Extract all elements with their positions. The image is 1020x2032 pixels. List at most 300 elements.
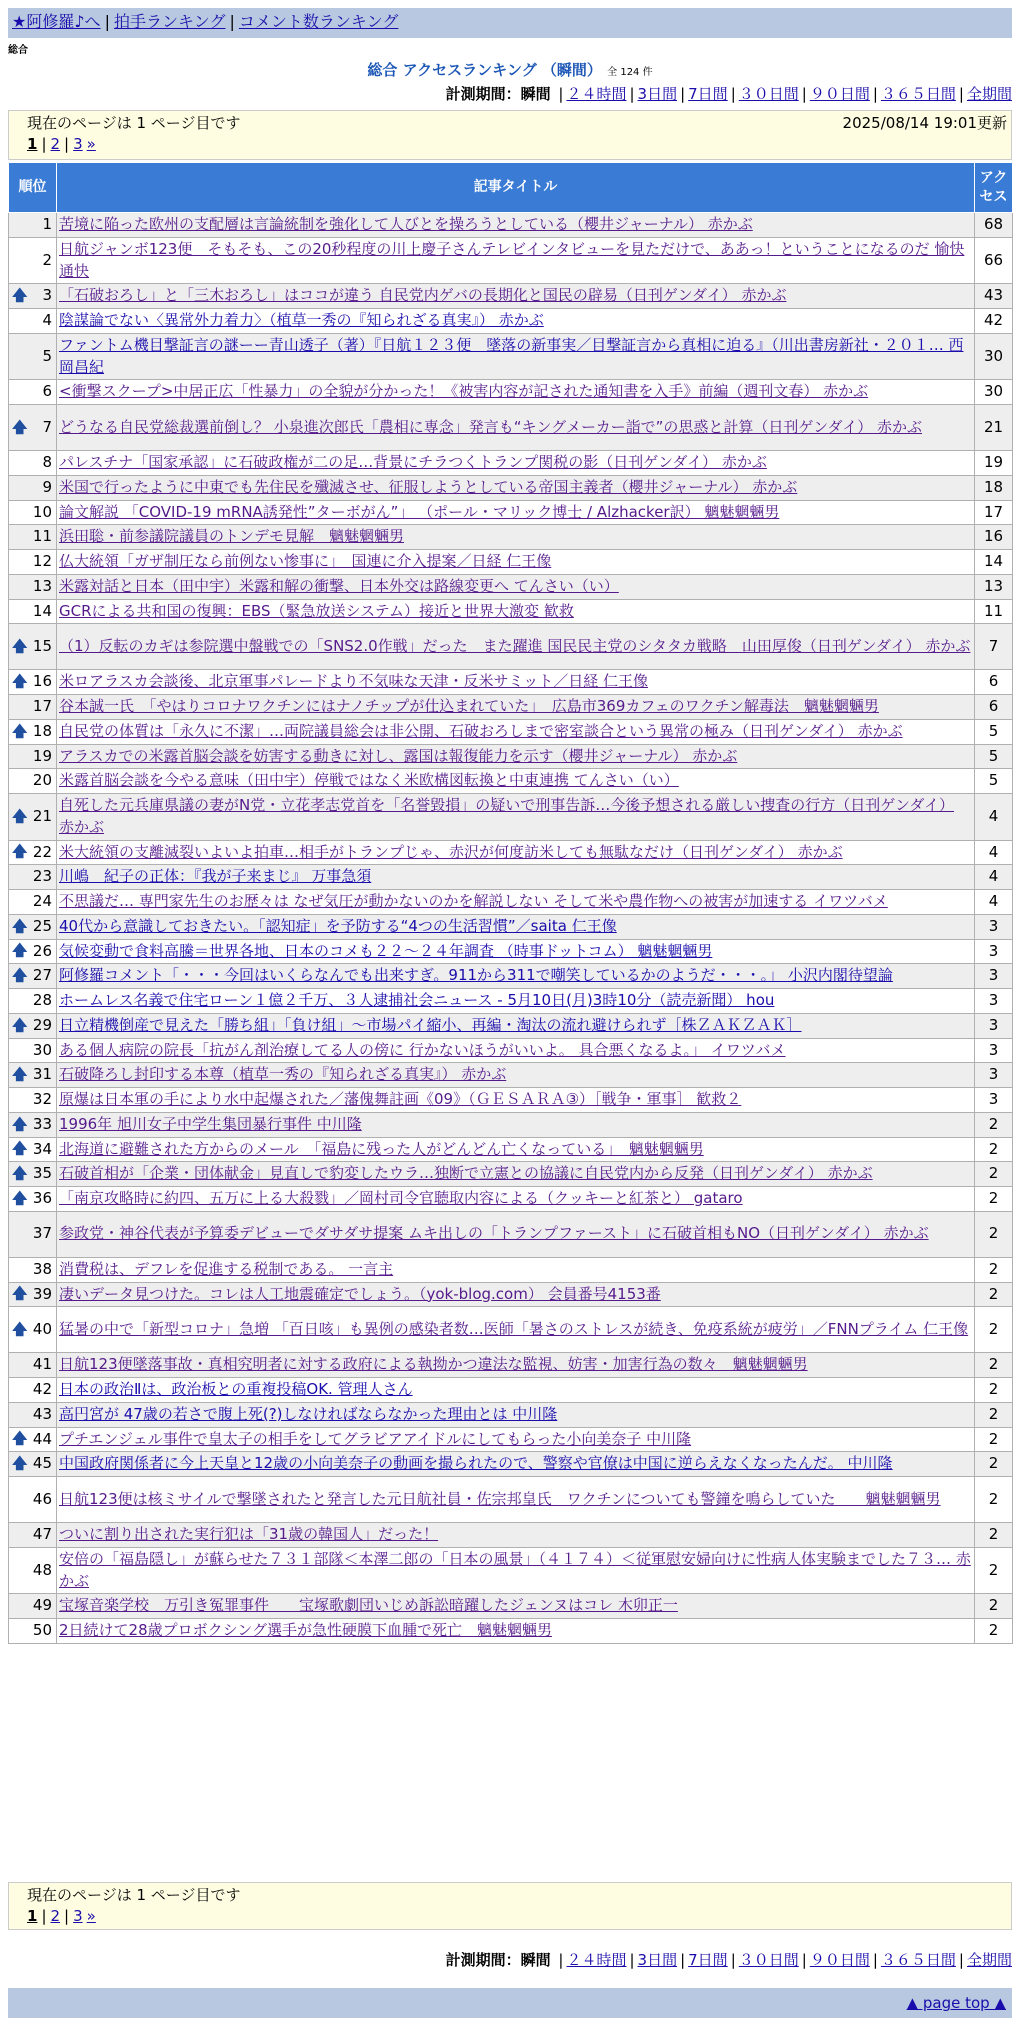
article-link[interactable]: 日航123便墜落事故・真相究明者に対する政府による執拗かつ違法な監視、妨害・加害行為の数々 魑魅魍魎男 [59, 1355, 808, 1374]
table-row [9, 1427, 1013, 1452]
access-count: 68 [975, 213, 1013, 238]
rank-number: 32 [32, 1090, 52, 1108]
period-link[interactable]: 3日間 [637, 85, 678, 103]
table-row [9, 719, 1013, 744]
article-link[interactable]: 川嶋 紀子の正体：『我が子来まじ』 万事急須 [59, 867, 372, 886]
title-cell [57, 1282, 975, 1307]
ranking-table [8, 162, 1013, 1644]
rank-number: 13 [32, 576, 52, 595]
article-link[interactable]: 「石破おろし」と「三木おろし」はココが違う 自民党内ゲバの長期化と国民の辟易（日刊ゲンダイ） 赤かぶ [59, 286, 787, 305]
access-count: 2 [975, 1353, 1013, 1378]
access-count: 4 [975, 865, 1013, 890]
rank-number: 49 [32, 1596, 52, 1615]
rank-number: 11 [32, 527, 52, 546]
access-count: 3 [975, 1038, 1013, 1063]
period-label: 計測期間： [445, 1951, 521, 1969]
access-count: 6 [975, 670, 1013, 695]
rank-cell [9, 840, 57, 865]
title-cell [57, 1257, 975, 1282]
article-link[interactable]: 仏大統領「ガザ制圧なら前例ない惨事に」 国連に介入提案／日経 仁王像 [59, 552, 552, 570]
table-row [9, 1307, 1013, 1353]
access-count: 4 [975, 840, 1013, 865]
rank-cell [9, 1088, 57, 1113]
title-cell [57, 1137, 975, 1162]
rank-cell [9, 1063, 57, 1088]
table-row [9, 405, 1013, 451]
next-page-link[interactable]: » [86, 1907, 96, 1925]
article-link[interactable]: 石破降ろし封印する本尊（植草一秀の『知られざる真実』） 赤かぶ [59, 1065, 507, 1084]
access-count: 3 [975, 914, 1013, 939]
table-row [9, 744, 1013, 769]
title-cell [57, 1112, 975, 1137]
title-cell [57, 794, 975, 841]
title-cell [57, 939, 975, 964]
rank-up-icon: 🡅 [12, 721, 28, 740]
period-link[interactable]: 全期間 [966, 1951, 1012, 1969]
rank-cell [9, 475, 57, 500]
article-link[interactable]: GCRによる共和国の復興：EBS（緊急放送システム）接近と世界大激変 歓救 [59, 601, 574, 620]
title-cell [57, 865, 975, 890]
table-row [9, 695, 1013, 720]
rank-number: 2 [42, 250, 52, 269]
title-text: 総合 アクセスランキング （瞬間） [367, 61, 602, 79]
table-row [9, 1402, 1013, 1427]
period-link[interactable]: ２４時間 [566, 1951, 627, 1969]
period-link[interactable]: ２４時間 [566, 85, 627, 103]
table-row [9, 475, 1013, 500]
title-cell [57, 840, 975, 865]
rank-up-icon: 🡅 [12, 1454, 28, 1473]
rank-cell [9, 914, 57, 939]
period-separator: | [872, 85, 878, 103]
updated-timestamp: 2025/08/14 19:01更新 [842, 114, 1007, 132]
title-cell [57, 769, 975, 794]
access-count: 30 [975, 333, 1013, 380]
current-page: 1 [27, 135, 38, 153]
article-link[interactable]: 自死した元兵庫県議の妻がN党・立花孝志党首を「名誉毀損」の疑いで刑事告訴…今後予想される厳しい捜査の行方（日刊ゲンダイ） 赤かぶ [59, 796, 955, 836]
article-link[interactable]: 米露首脳会談を今やる意味（田中宇）停戦ではなく米欧構図転換と中東連携 てんさい（い） [59, 771, 679, 790]
access-count: 19 [975, 451, 1013, 476]
title-cell [57, 213, 975, 238]
rank-number: 5 [42, 346, 52, 365]
title-cell [57, 1187, 975, 1212]
rank-number: 40 [32, 1319, 52, 1338]
table-row [9, 599, 1013, 624]
title-cell [57, 1619, 975, 1644]
title-cell [57, 744, 975, 769]
rank-number: 42 [32, 1380, 52, 1398]
total-count: 全 124 件 [607, 67, 653, 78]
period-link[interactable]: ９０日間 [809, 85, 870, 103]
table-row [9, 1619, 1013, 1644]
rank-cell [9, 284, 57, 309]
rank-number: 46 [32, 1489, 52, 1508]
rank-up-icon: 🡅 [12, 417, 28, 436]
page-link-2[interactable]: 2 [50, 1907, 61, 1925]
table-row [9, 865, 1013, 890]
article-link[interactable]: 阿修羅コメント「・・・今回はいくらなんでも出来すぎ。911から311で嘲笑しているかのようだ・・・。」 小沢内閣待望論 [59, 966, 893, 985]
title-cell [57, 1523, 975, 1548]
rank-cell [9, 1523, 57, 1548]
rank-number: 35 [32, 1164, 52, 1183]
article-link[interactable]: 中国政府関係者に今上天皇と12歳の小向美奈子の動画を撮られたので、警察や官僚は中国に逆らえなくなったんだ。 中川隆 [59, 1454, 893, 1473]
access-count: 2 [975, 1452, 1013, 1477]
next-page-link[interactable]: » [86, 135, 96, 153]
access-count: 2 [975, 1307, 1013, 1353]
access-count: 11 [975, 599, 1013, 624]
rank-cell [9, 1594, 57, 1619]
rank-number: 25 [32, 916, 52, 935]
access-count: 13 [975, 574, 1013, 599]
rank-cell [9, 1452, 57, 1477]
article-link[interactable]: 自民党の体質は「永久に不潔」…両院議員総会は非公開、石破おろしまで密室談合という異常の極み（日刊ゲンダイ） 赤かぶ [59, 721, 903, 740]
period-link[interactable]: ３６５日間 [880, 85, 956, 103]
period-label: 計測期間： [445, 85, 521, 103]
home-link[interactable]: ★阿修羅♪へ [12, 12, 101, 31]
title-cell [57, 405, 975, 451]
article-link[interactable]: 米露対話と日本（田中宇）米露和解の衝撃、日本外交は路線変更へ てんさい（い） [59, 576, 619, 595]
rank-number: 18 [32, 721, 52, 740]
table-row [9, 794, 1013, 841]
table-row [9, 525, 1013, 550]
article-link[interactable]: <衝撃スクープ>中居正広「性暴力」の全貌が分かった！《被害内容が記された通知書を入手》前編（週刊文春） 赤かぶ [59, 382, 869, 401]
title-cell [57, 989, 975, 1014]
article-link[interactable]: プチエンジェル事件で皇太子の相手をしてグラビアアイドルにしてもらった小向美奈子 中川隆 [59, 1429, 692, 1448]
access-count: 4 [975, 890, 1013, 915]
period-separator: | [558, 85, 564, 103]
title-cell [57, 1013, 975, 1038]
rank-cell [9, 237, 57, 284]
rank-up-icon: 🡅 [12, 842, 28, 861]
rank-number: 6 [42, 382, 52, 401]
access-count: 43 [975, 284, 1013, 309]
access-count: 2 [975, 1547, 1013, 1594]
title-cell [57, 500, 975, 525]
article-link[interactable]: 陰謀論でない〈異常外力着力〉（植草一秀の『知られざる真実』） 赤かぶ [59, 311, 544, 329]
title-cell [57, 380, 975, 405]
article-link[interactable]: 北海道に避難された方からのメール 「福島に残った人がどんどん亡くなっている」 魑魅魍魎男 [59, 1139, 704, 1158]
article-link[interactable]: 浜田聡・前参議院議員のトンデモ見解 魑魅魍魎男 [59, 527, 405, 546]
title-cell [57, 550, 975, 575]
article-link[interactable]: 米ロアラスカ会談後、北京軍事パレードより不気味な天津・反米サミット／日経 仁王像 [59, 672, 649, 691]
article-link[interactable]: ホームレス名義で住宅ローン１億２千万、３人逮捕社会ニュース - 5月10日(月)3時10分（読売新聞） hou [59, 991, 775, 1009]
period-separator: | [872, 1951, 878, 1969]
table-row [9, 1547, 1013, 1594]
table-row [9, 1187, 1013, 1212]
rank-number: 17 [32, 697, 52, 715]
title-cell [57, 333, 975, 380]
period-separator: | [801, 1951, 807, 1969]
rank-cell [9, 1402, 57, 1427]
article-link[interactable]: 不思議だ… 専門家先生のお歴々は なぜ気圧が動かないのかを解説しない そして米や農作物への被害が加速する イワツバメ [59, 892, 888, 910]
page-link-3[interactable]: 3 [73, 135, 83, 153]
access-count: 2 [975, 1211, 1013, 1257]
article-link[interactable]: ついに割り出された実行犯は「31歳の韓国人」だった！ [59, 1525, 439, 1543]
rank-up-icon: 🡅 [12, 286, 28, 305]
rank-cell [9, 451, 57, 476]
article-link[interactable]: 安倍の「福島隠し」が蘇らせた７３１部隊＜本澤二郎の「日本の風景」（４１７４）＜従軍慰安婦向けに性病人体実験までした７３… 赤かぶ [59, 1549, 971, 1590]
title-cell [57, 309, 975, 334]
table-row [9, 1038, 1013, 1063]
article-link[interactable]: 消費税は、デフレを促進する税制である。 一言主 [59, 1259, 394, 1278]
article-link[interactable]: 原爆は日本軍の手により水中起爆された／藩傀舞註画《09》（ＧＥＳＡＲＡ③）［戦争・軍事］ 歓救２ [59, 1090, 742, 1108]
rank-number: 15 [32, 636, 52, 655]
access-count: 16 [975, 525, 1013, 550]
article-link[interactable]: アラスカでの米露首脳会談を妨害する動きに対し、露国は報復能力を示す（櫻井ジャーナル） 赤かぶ [59, 746, 738, 765]
period-link[interactable]: 7日間 [688, 85, 728, 103]
title-cell [57, 914, 975, 939]
access-count: 66 [975, 237, 1013, 284]
title-cell [57, 1038, 975, 1063]
rank-number: 30 [32, 1040, 52, 1059]
title-cell [57, 475, 975, 500]
rank-cell [9, 1162, 57, 1187]
rank-cell [9, 500, 57, 525]
access-count: 3 [975, 964, 1013, 989]
rank-cell [9, 1112, 57, 1137]
article-link[interactable]: 気候変動で食料高騰＝世界各地、日本のコメも２２～２４年調査 （時事ドットコム） 魑魅魍魎男 [59, 941, 713, 960]
article-link[interactable]: 「南京攻略時に約四、五万に上る大殺戮」／岡村司令官聴取内容による（クッキーと紅茶と） gataro [59, 1189, 743, 1207]
title-cell [57, 284, 975, 309]
rank-cell [9, 624, 57, 670]
access-count: 42 [975, 309, 1013, 334]
access-count: 21 [975, 405, 1013, 451]
table-row [9, 1013, 1013, 1038]
rank-cell [9, 1137, 57, 1162]
page-links: 1 | 2 | 3 » [27, 135, 96, 153]
rank-up-icon: 🡅 [12, 1164, 28, 1183]
rank-cell [9, 599, 57, 624]
rank-number: 21 [32, 806, 52, 825]
title-cell [57, 451, 975, 476]
table-row [9, 989, 1013, 1014]
access-count: 2 [975, 1523, 1013, 1548]
article-link[interactable]: 谷本誠一氏 「やはりコロナワクチンにはナノチップが仕込まれていた」 広島市369カフェのワクチン解毒法 魑魅魍魎男 [59, 697, 879, 715]
title-cell [57, 1477, 975, 1523]
table-row [9, 213, 1013, 238]
access-count: 2 [975, 1402, 1013, 1427]
period-separator: | [629, 85, 635, 103]
rank-up-icon: 🡅 [12, 1284, 28, 1303]
access-count: 3 [975, 989, 1013, 1014]
article-link[interactable]: 米国で行ったように中東でも先住民を殲滅させ、征服しようとしている帝国主義者（櫻井ジャーナル） 赤かぶ [59, 477, 798, 496]
table-row [9, 1137, 1013, 1162]
rank-number: 38 [32, 1259, 52, 1278]
table-row [9, 1594, 1013, 1619]
rank-number: 9 [42, 477, 52, 496]
article-link[interactable]: 猛暑の中で「新型コロナ」急増 「百日咳」も異例の感染者数…医師「暑さのストレスが続き、免疫系統が疲労」／FNNプライム 仁王像 [59, 1319, 969, 1338]
article-link[interactable]: 日本の政治Ⅱは、政治板との重複投稿OK. 管理人さん [59, 1380, 413, 1398]
period-separator: | [680, 1951, 686, 1969]
table-row [9, 550, 1013, 575]
article-link[interactable]: 40代から意識しておきたい。「認知症」を予防する“4つの生活習慣”／saita 仁王像 [59, 916, 617, 935]
access-count: 2 [975, 1378, 1013, 1403]
title-cell [57, 890, 975, 915]
rank-up-icon: 🡅 [12, 1139, 28, 1158]
page-title [0, 60, 1020, 81]
rank-number: 27 [32, 966, 52, 985]
rank-cell [9, 695, 57, 720]
access-count: 2 [975, 1187, 1013, 1212]
rank-cell [9, 794, 57, 841]
table-row [9, 237, 1013, 284]
table-row [9, 1378, 1013, 1403]
article-link[interactable]: 米大統領の支離滅裂いよいよ拍車…相手がトランプじゃ、赤沢が何度訪米しても無駄なだけ（日刊ゲンダイ） 赤かぶ [59, 842, 843, 861]
rank-cell [9, 1619, 57, 1644]
rank-cell [9, 1211, 57, 1257]
table-row [9, 624, 1013, 670]
table-row [9, 769, 1013, 794]
access-count: 4 [975, 794, 1013, 841]
article-link[interactable]: 論文解説 「COVID-19 mRNA誘発性”ターボがん”」 （ポール・マリック博士 / Alzhacker訳） 魑魅魍魎男 [59, 502, 780, 521]
title-cell [57, 237, 975, 284]
table-row [9, 1211, 1013, 1257]
title-cell [57, 1307, 975, 1353]
title-cell [57, 574, 975, 599]
rank-number: 1 [42, 215, 52, 233]
rank-cell [9, 525, 57, 550]
rank-cell [9, 1353, 57, 1378]
table-row [9, 1282, 1013, 1307]
article-link[interactable]: 日航ジャンボ123便 そもそも、この20秒程度の川上慶子さんテレビインタビューを見ただけで、ああっ！ということになるのだ 愉快通快 [59, 239, 965, 280]
period-link[interactable]: ３６５日間 [880, 1951, 956, 1969]
rank-number: 7 [42, 417, 52, 436]
rank-number: 48 [32, 1560, 52, 1579]
article-link[interactable]: 日立精機倒産で見えた「勝ち組」「負け組」～市場パイ縮小、再編・淘汰の流れ避けられず［株ＺＡＫＺＡＫ］ [59, 1015, 802, 1034]
table-row [9, 840, 1013, 865]
table-row [9, 914, 1013, 939]
article-link[interactable]: 苦境に陥った欧州の支配層は言論統制を強化して人びとを操ろうとしている（櫻井ジャーナル） 赤かぶ [59, 215, 753, 233]
table-row [9, 333, 1013, 380]
access-count: 3 [975, 939, 1013, 964]
access-count: 3 [975, 1063, 1013, 1088]
article-link[interactable]: どうなる自民党総裁選前倒し？ 小泉進次郎氏「農相に専念」発言も“キングメーカー詣で”の思惑と計算（日刊ゲンダイ） 赤かぶ [59, 417, 922, 436]
title-cell [57, 1063, 975, 1088]
article-link[interactable]: 凄いデータ見つけた。コレは人工地震確定でしょう。（yok-blog.com） 会員番号4153番 [59, 1284, 661, 1303]
title-cell [57, 1211, 975, 1257]
rank-cell [9, 574, 57, 599]
period-separator: | [629, 1951, 635, 1969]
table-row [9, 1063, 1013, 1088]
period-separator: | [558, 1951, 564, 1969]
article-link[interactable]: 日航123便は核ミサイルで撃墜されたと発言した元日航社員・佐宗邦皇氏 ワクチンについても警鐘を鳴らしていた 魑魅魍魎男 [59, 1489, 941, 1508]
article-link[interactable]: 2日続けて28歳プロボクシング選手が急性硬膜下血腫で死亡 魑魅魍魎男 [59, 1621, 552, 1639]
rank-number: 33 [32, 1114, 52, 1133]
page-link-3[interactable]: 3 [73, 1907, 83, 1925]
period-link[interactable]: 全期間 [966, 85, 1012, 103]
period-separator: | [958, 1951, 964, 1969]
access-count: 7 [975, 624, 1013, 670]
pager-top [8, 110, 1012, 160]
rank-up-icon: 🡅 [12, 1429, 28, 1448]
rank-up-icon: 🡅 [12, 1319, 28, 1338]
period-link[interactable]: 3日間 [637, 1951, 678, 1969]
article-link[interactable]: ある個人病院の院長「抗がん剤治療してる人の傍に 行かないほうがいいよ。 具合悪くなるよ。」 イワツバメ [59, 1040, 786, 1059]
rank-cell [9, 380, 57, 405]
access-count: 2 [975, 1282, 1013, 1307]
rank-cell [9, 670, 57, 695]
rank-cell [9, 1257, 57, 1282]
rank-header: 順位 [9, 163, 57, 213]
rank-number: 44 [32, 1429, 52, 1448]
access-count: 6 [975, 695, 1013, 720]
rank-up-icon: 🡅 [12, 966, 28, 985]
rank-cell [9, 989, 57, 1014]
rank-cell [9, 769, 57, 794]
table-row [9, 500, 1013, 525]
period-link[interactable]: ３０日間 [738, 85, 799, 103]
article-link[interactable]: （1）反転のカギは参院選中盤戦での「SNS2.0作戦」だった また躍進 国民民主党のシタタカ戦略 山田厚俊（日刊ゲンダイ） 赤かぶ [59, 636, 971, 655]
title-cell [57, 719, 975, 744]
rank-number: 20 [32, 771, 52, 790]
page-links: 1 | 2 | 3 » [27, 1907, 96, 1925]
rank-up-icon: 🡅 [12, 916, 28, 935]
period-link[interactable]: ９０日間 [809, 1951, 870, 1969]
pager-text: 現在のページは 1 ページ目です [27, 114, 241, 132]
top-nav-bar [8, 8, 1012, 38]
rank-number: 23 [32, 867, 52, 886]
rank-up-icon: 🡅 [12, 941, 28, 960]
title-header: 記事タイトル [57, 163, 975, 213]
period-link[interactable]: ３０日間 [738, 1951, 799, 1969]
article-link[interactable]: 石破首相が「企業・団体献金」見直しで豹変したウラ…独断で立憲との協議に自民党内から反発（日刊ゲンダイ） 赤かぶ [59, 1164, 873, 1183]
access-count: 5 [975, 719, 1013, 744]
rank-cell [9, 213, 57, 238]
rank-up-icon: 🡅 [12, 636, 28, 655]
table-row [9, 1112, 1013, 1137]
rank-up-icon: 🡅 [12, 1015, 28, 1034]
article-link[interactable]: 参政党・神谷代表が予算委デビューでダサダサ提案 ムキ出しの「トランプファースト」に石破首相もNO（日刊ゲンダイ） 赤かぶ [59, 1224, 929, 1243]
ranking-rows [9, 213, 1013, 1644]
rank-number: 45 [32, 1454, 52, 1473]
title-cell [57, 1162, 975, 1187]
article-link[interactable]: パレスチナ「国家承認」に石破政権が二の足…背景にチラつくトランプ関税の影（日刊ゲンダイ） 赤かぶ [59, 453, 767, 471]
period-link[interactable]: 7日間 [688, 1951, 728, 1969]
article-link[interactable]: 高円宮が 47歳の若さで腹上死(?)しなければならなかった理由とは 中川隆 [59, 1404, 558, 1423]
period-selector-bottom [446, 1950, 1012, 1971]
comment-ranking-link[interactable]: コメント数ランキング [238, 12, 399, 31]
access-count: 2 [975, 1257, 1013, 1282]
rank-number: 26 [32, 941, 52, 960]
rank-cell [9, 309, 57, 334]
table-row [9, 1523, 1013, 1548]
applause-ranking-link[interactable]: 拍手ランキング [113, 12, 226, 31]
title-cell [57, 1378, 975, 1403]
nav-separator: | [229, 12, 235, 31]
rank-number: 36 [32, 1189, 52, 1207]
period-separator: | [801, 85, 807, 103]
rank-number: 39 [32, 1284, 52, 1303]
rank-number: 8 [42, 453, 52, 471]
title-cell [57, 525, 975, 550]
article-link[interactable]: ファントム機目撃証言の謎ーー青山透子（著）『日航１２３便 墜落の新事実／目撃証言から真相に迫る』（川出書房新社・２０１… 西岡昌紀 [59, 335, 964, 376]
article-link[interactable]: 1996年 旭川女子中学生集団暴行事件 中川隆 [59, 1114, 362, 1133]
rank-cell [9, 1477, 57, 1523]
period-separator: | [680, 85, 686, 103]
page-top-link[interactable]: ▲ page top ▲ [906, 1994, 1006, 2012]
access-count: 30 [975, 380, 1013, 405]
table-row [9, 939, 1013, 964]
rank-cell [9, 1013, 57, 1038]
page-link-2[interactable]: 2 [50, 135, 61, 153]
pager-text: 現在のページは 1 ページ目です [27, 1886, 241, 1904]
table-row [9, 380, 1013, 405]
article-link[interactable]: 宝塚音楽学校 万引き冤罪事件 宝塚歌劇団いじめ訴訟暗躍したジェンヌはコレ 木卯正一 [59, 1596, 678, 1615]
table-row [9, 670, 1013, 695]
rank-number: 47 [32, 1525, 52, 1543]
rank-number: 29 [32, 1015, 52, 1034]
rank-cell [9, 939, 57, 964]
